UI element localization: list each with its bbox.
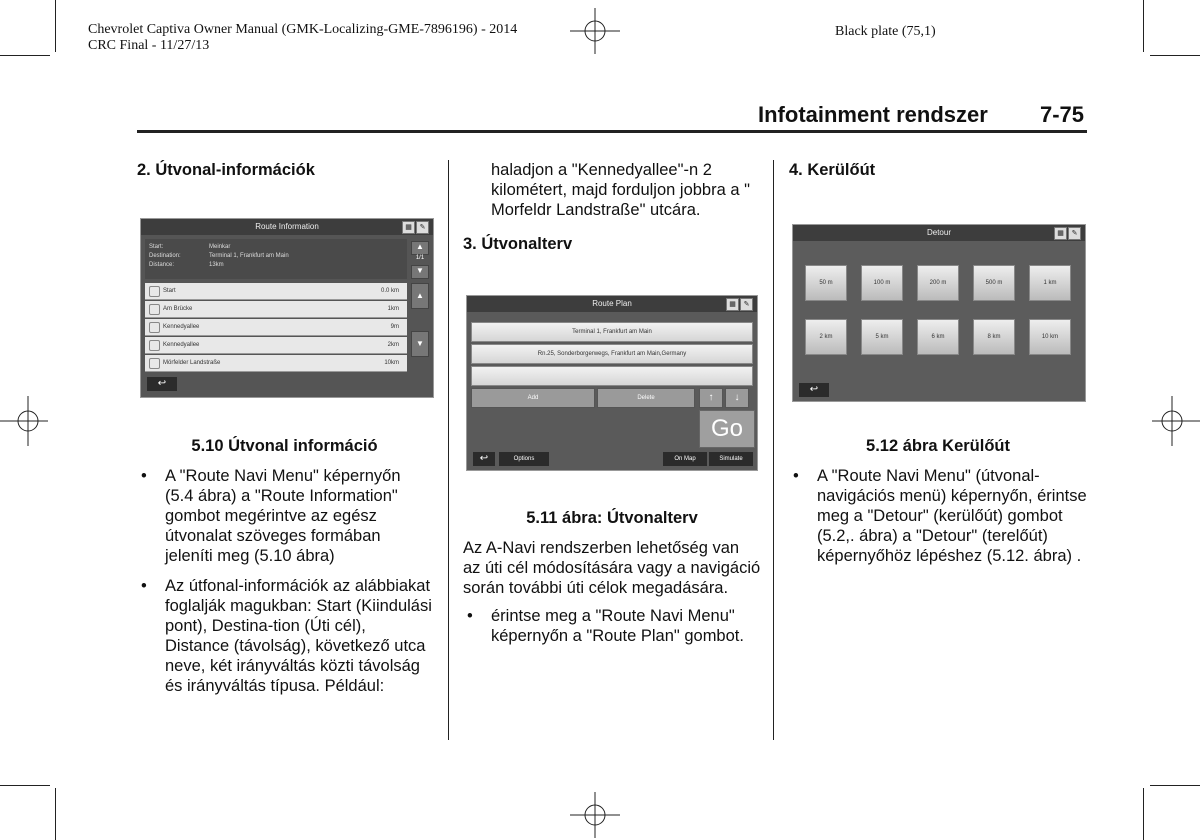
detour-6km-button[interactable]: 6 km <box>917 319 959 355</box>
waypoint-field[interactable]: Rn.25, Sonderborgerwegs, Frankfurt am Main,Germany <box>471 344 753 364</box>
bullet-symbol: • <box>467 607 473 625</box>
wrench-icon: ✎ <box>740 298 753 311</box>
start-icon <box>149 286 160 297</box>
list-item[interactable] <box>145 301 407 318</box>
column-2-text <box>463 508 761 646</box>
row-label: Kennedyallee <box>163 342 200 348</box>
plate-label: Black plate (75,1) <box>835 24 936 39</box>
list-item[interactable] <box>145 337 407 354</box>
move-down-button[interactable]: ↓ <box>725 388 749 408</box>
registration-mark-bottom <box>570 792 620 838</box>
detour-500m-button[interactable]: 500 m <box>973 265 1015 301</box>
row-label: Am Brücke <box>163 306 193 312</box>
bullet-symbol: • <box>141 577 147 595</box>
options-button[interactable]: Options <box>499 452 549 466</box>
detour-screenshot <box>792 224 1086 402</box>
row-value: 2km <box>387 342 399 348</box>
header-rule <box>137 130 1087 133</box>
destination-field[interactable]: Terminal 1, Frankfurt am Main <box>471 322 753 342</box>
detour-50m-button[interactable]: 50 m <box>805 265 847 301</box>
figure-caption: 5.12 ábra Kerülőút <box>866 437 1010 455</box>
screen-title: Route Plan <box>467 296 757 312</box>
crop-mark <box>1143 0 1144 52</box>
turn-icon <box>149 340 160 351</box>
row-value: 0.0 km <box>380 288 399 294</box>
row-value: 10km <box>384 360 399 366</box>
bullet-item <box>137 466 432 566</box>
bullet-item <box>137 576 432 696</box>
crop-mark <box>0 55 50 56</box>
scroll-up-button[interactable]: ▲ <box>411 241 429 255</box>
list-up-button[interactable]: ▲ <box>411 283 429 309</box>
back-button[interactable]: ↩ <box>473 452 495 466</box>
info-label: Distance: <box>149 262 175 268</box>
row-label: Kennedyallee <box>163 324 200 330</box>
bullet-symbol: • <box>141 467 147 485</box>
section-heading: 2. Útvonal-információk <box>137 161 315 179</box>
column-1 <box>137 160 432 180</box>
crop-mark <box>55 788 56 840</box>
empty-waypoint-field[interactable] <box>471 366 753 386</box>
bullet-item <box>463 606 761 646</box>
crop-mark <box>1150 785 1200 786</box>
crop-mark <box>55 0 56 52</box>
registration-mark-right <box>1152 396 1200 446</box>
map-icon: ▦ <box>1054 227 1067 240</box>
detour-1km-button[interactable]: 1 km <box>1029 265 1071 301</box>
detour-200m-button[interactable]: 200 m <box>917 265 959 301</box>
turn-icon <box>149 322 160 333</box>
column-divider <box>448 160 449 740</box>
crop-mark <box>1143 788 1144 840</box>
map-icon: ▦ <box>402 221 415 234</box>
crop-mark <box>1150 55 1200 56</box>
column-2 <box>463 160 761 254</box>
row-label: Mörfelder Landstraße <box>163 360 221 366</box>
route-plan-screenshot <box>466 295 758 471</box>
bullet-text: érintse meg a "Route Navi Menu" képernyőn a "Route Plan" gombot. <box>491 607 744 645</box>
column-divider <box>773 160 774 740</box>
list-down-button[interactable]: ▼ <box>411 331 429 357</box>
route-information-screenshot <box>140 218 434 398</box>
section-heading: 3. Útvonalterv <box>463 235 573 253</box>
map-icon: ▦ <box>726 298 739 311</box>
turn-icon <box>149 358 160 369</box>
wrench-icon: ✎ <box>1068 227 1081 240</box>
detour-8km-button[interactable]: 8 km <box>973 319 1015 355</box>
registration-mark-left <box>0 396 48 446</box>
on-map-button[interactable]: On Map <box>663 452 707 466</box>
back-button[interactable]: ↩ <box>147 377 177 391</box>
wrench-icon: ✎ <box>416 221 429 234</box>
list-item[interactable] <box>145 283 407 300</box>
bullet-symbol: • <box>793 467 799 485</box>
detour-5km-button[interactable]: 5 km <box>861 319 903 355</box>
bullet-text: A "Route Navi Menu" képernyőn (5.4 ábra) a "Route Information" gombot megérintve az egész útvonalat szöveges formában jeleníti meg (5.10 ábra) <box>165 467 401 565</box>
continuation-text: haladjon a "Kennedyallee"-n 2 kilométert, majd forduljon jobbra a " Morfeldr Landstraße" utcára. <box>491 161 750 219</box>
list-item[interactable] <box>145 355 407 372</box>
detour-100m-button[interactable]: 100 m <box>861 265 903 301</box>
row-label: Start <box>163 288 176 294</box>
go-button[interactable]: Go <box>699 410 755 448</box>
paragraph: Az A-Navi rendszerben lehetőség van az úti cél módosítására vagy a navigáció során további úti célok megadására. <box>463 539 761 597</box>
route-summary <box>145 239 407 279</box>
bullet-text: Az útfonal-információk az alábbiakat foglalják magukban: Start (Kiindulási pont), Destina-tion (Úti cél), Distance (távolság), következő utca neve, két irányváltás közti távolság és irányváltás típusa. Például: <box>165 577 432 695</box>
row-value: 9m <box>390 324 399 330</box>
figure-caption: 5.11 ábra: Útvonalterv <box>526 509 698 527</box>
move-up-button[interactable]: ↑ <box>699 388 723 408</box>
column-1-text <box>137 436 432 696</box>
back-button[interactable]: ↩ <box>799 383 829 397</box>
section-heading: 4. Kerülőút <box>789 161 876 179</box>
info-value: Meinkar <box>209 244 231 250</box>
doc-title: Chevrolet Captiva Owner Manual (GMK-Localizing-GME-7896196) - 2014 <box>88 22 518 37</box>
column-3 <box>789 160 1087 180</box>
simulate-button[interactable]: Simulate <box>709 452 753 466</box>
detour-10km-button[interactable]: 10 km <box>1029 319 1071 355</box>
bullet-text: A "Route Navi Menu" (útvonal-navigációs menü) képernyőn, érintse meg a "Detour" (kerülőút) gombot (5.2,. ábra) a "Detour" (terelőút) képernyőhöz lépéshez (5.12. ábra) . <box>817 467 1087 565</box>
page-indicator: 1/1 <box>415 255 425 261</box>
info-value: 13km <box>209 262 224 268</box>
page-number: 7-75 <box>1040 102 1085 127</box>
figure-caption: 5.10 Útvonal információ <box>191 437 378 455</box>
doc-subtitle: CRC Final - 11/27/13 <box>88 38 210 53</box>
screen-title: Detour <box>793 225 1085 241</box>
info-value: Terminal 1, Frankfurt am Main <box>209 253 289 259</box>
info-label: Destination: <box>149 253 181 259</box>
detour-2km-button[interactable]: 2 km <box>805 319 847 355</box>
column-3-text <box>789 436 1087 566</box>
turn-icon <box>149 304 160 315</box>
delete-button[interactable]: Delete <box>597 388 695 408</box>
bullet-item <box>789 466 1087 566</box>
info-label: Start: <box>149 244 164 250</box>
add-button[interactable]: Add <box>471 388 595 408</box>
screen-title: Route Information <box>141 219 433 235</box>
section-title: Infotainment rendszer <box>758 102 988 127</box>
registration-mark-top <box>570 8 620 54</box>
list-item[interactable] <box>145 319 407 336</box>
crop-mark <box>0 785 50 786</box>
row-value: 1km <box>387 306 399 312</box>
scroll-down-button[interactable]: ▼ <box>411 265 429 279</box>
